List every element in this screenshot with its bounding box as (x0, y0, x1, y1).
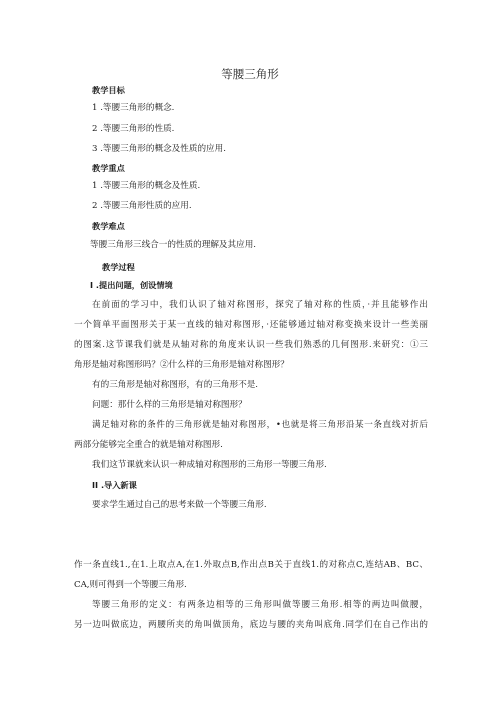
page-title: 等腰三角形 (221, 67, 279, 81)
section1-paragraph: 有的三角形是轴对称图形，有的三角形不是. (92, 380, 259, 390)
key-points-heading: 教学重点 (92, 163, 125, 173)
section1-paragraph: 问题：那什么样的三角形是轴对称图形？ (92, 400, 247, 410)
section2-paragraph-line: 作一条直线1.,在1.上取点A,在1.外取点B,作出点B关于直线1.的对称点C,连结AB、BC、 (74, 560, 428, 570)
section2-heading: II .导入新课 (92, 480, 137, 490)
process-heading: 教学过程 (102, 262, 135, 272)
section1-paragraph-line: 满足轴对称的条件的三角形就是轴对称图形，•也就是将三角形沿某一条直线对折后 (92, 420, 428, 430)
objective-item: 3 .等腰三角形的概念及性质的应用. (92, 144, 226, 154)
section1-paragraph-line: 一个简单平面图形关于某一直线的轴对称图形，·还能够通过轴对称变换来设计一些美丽 (74, 320, 428, 330)
key-point-item: 1 .等腰三角形的概念及性质. (92, 181, 201, 191)
section2-paragraph-line: 另一边叫做底边，两腰所夹的角叫做顶角，底边与腰的夹角叫底角.同学们在自己作出的 (74, 620, 428, 630)
section2-paragraph-line: 等腰三角形的定义：有两条边相等的三角形叫做等腰三角形.相等的两边叫做腰， (92, 600, 428, 610)
section1-paragraph-line: 角形是轴对称图形吗？②什么样的三角形是轴对称图形？ (74, 360, 289, 370)
section1-paragraph-line: 在前面的学习中，我们认识了轴对称图形，探究了轴对称的性质，·并且能够作出 (92, 300, 428, 310)
difficulty-heading: 教学难点 (92, 221, 125, 231)
section1-paragraph-line: 的图案.这节课我们就是从轴对称的角度来认识一些我们熟悉的几何图形.来研究：①三 (74, 340, 428, 350)
objective-item: 2 .等腰三角形的性质. (92, 124, 175, 134)
objective-item: 1 .等腰三角形的概念. (92, 103, 175, 113)
section2-paragraph-line: CA,则可得到一个等腰三角形. (74, 580, 187, 590)
section2-paragraph: 要求学生通过自己的思考来做一个等腰三角形. (92, 500, 267, 510)
objectives-heading: 教学目标 (92, 85, 125, 95)
difficulty-text: 等腰三角形三线合一的性质的理解及其应用. (90, 240, 257, 250)
section1-paragraph-line: 两部分能够完全重合的就是轴对称图形. (74, 440, 223, 450)
key-point-item: 2 .等腰三角形性质的应用. (92, 201, 192, 211)
section1-heading: I .提出问题，创设情境 (90, 280, 173, 290)
section1-paragraph: 我们这节课就来认识一种成轴对称图形的三角形一等腰三角形. (92, 460, 327, 470)
